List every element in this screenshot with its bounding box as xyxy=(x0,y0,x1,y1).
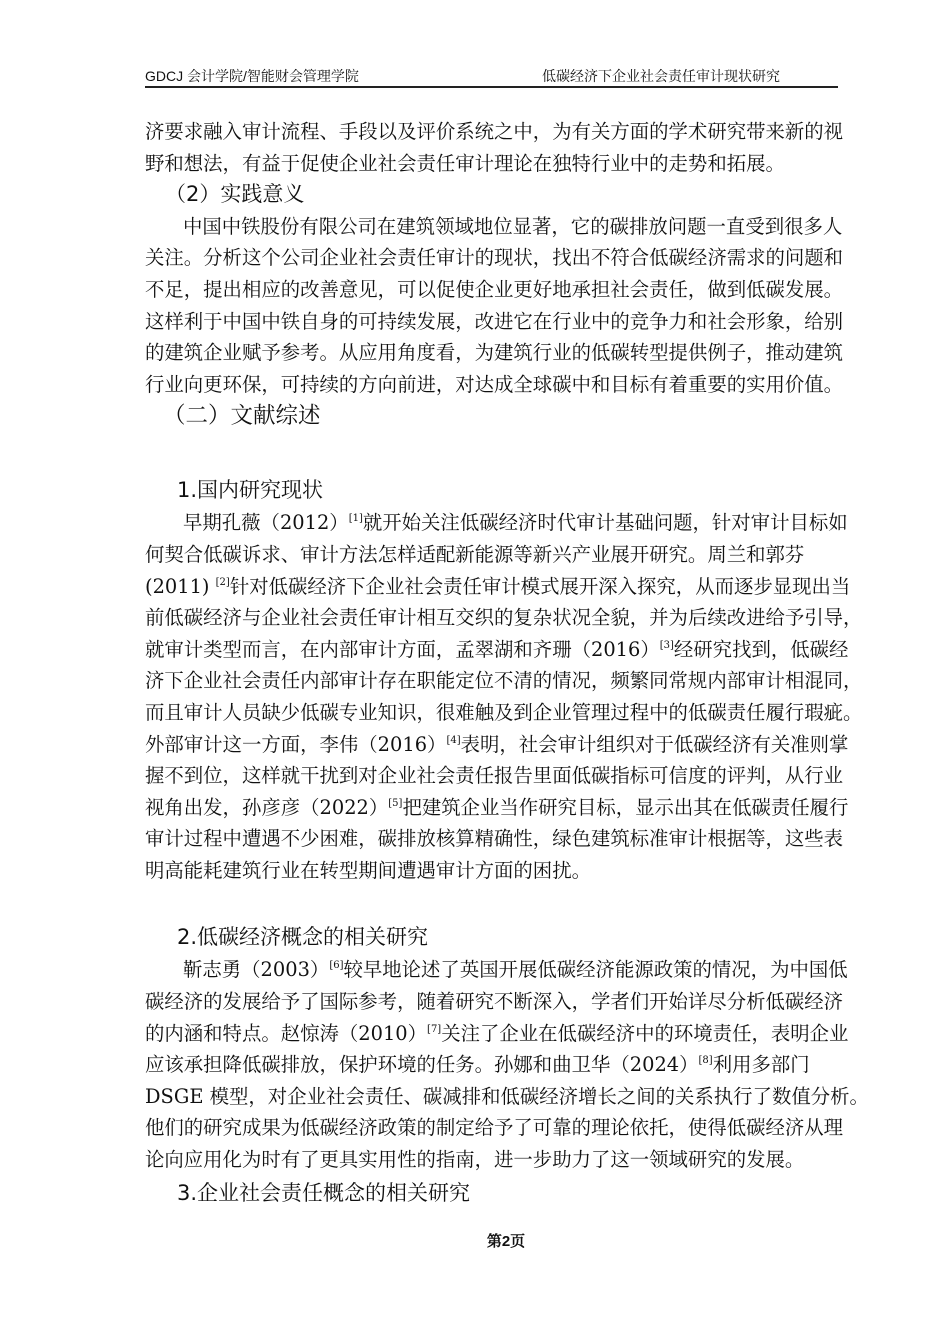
paragraph xyxy=(145,507,863,886)
text-span: 关注了企业在低碳经济中的环境责任，表明企业 xyxy=(441,1021,849,1045)
text-line xyxy=(145,211,845,243)
text-span: 就审计类型而言，在内部审计方面，孟翠湖和齐珊（2016） xyxy=(145,637,660,661)
text-span: 早期孔薇（2012） xyxy=(183,511,349,535)
paragraph xyxy=(145,954,869,1175)
subsection-heading: 2.低碳经济概念的相关研究 xyxy=(177,925,429,950)
text-span: 审计过程中遭遇不少困难，碳排放核算精确性，绿色建筑标准审计根据等，这些表 xyxy=(145,827,844,851)
citation-ref: [8] xyxy=(698,1055,713,1067)
citation-ref: [6] xyxy=(329,960,344,972)
text-span: 经研究找到，低碳经 xyxy=(673,637,849,661)
citation-ref: [1] xyxy=(348,513,363,525)
text-span: 把建筑企业当作研究目标，显示出其在低碳责任履行 xyxy=(402,795,849,819)
citation-ref: [7] xyxy=(427,1023,442,1035)
text-span: DSGE 模型，对企业社会责任、碳减排和低碳经济增长之间的关系执行了数值分析。 xyxy=(145,1084,869,1108)
text-line xyxy=(145,116,845,148)
page-number: 第2页 xyxy=(486,1233,526,1250)
paragraph xyxy=(145,211,845,401)
text-line xyxy=(145,792,849,824)
text-line xyxy=(145,369,845,401)
text-line xyxy=(145,507,848,539)
text-span: 行业向更环保，可持续的方向前进，对达成全球碳中和目标有着重要的实用价值。 xyxy=(145,372,844,396)
text-span: (2011) xyxy=(145,574,216,598)
text-line xyxy=(145,665,863,697)
text-line xyxy=(145,539,845,571)
text-span: 前低碳经济与企业社会责任审计相互交织的复杂状况全貌，并为后续改进给予引导， xyxy=(145,606,863,630)
text-span: 而且审计人员缺少低碳专业知识，很难触及到企业管理过程中的低碳责任履行瑕疵。 xyxy=(145,700,863,724)
text-span: 外部审计这一方面，李伟（2016） xyxy=(145,732,447,756)
header-institution: GDCJ 会计学院/智能财会管理学院 xyxy=(145,68,359,84)
citation-ref: [3] xyxy=(659,639,674,651)
text-span: 较早地论述了英国开展低碳经济能源政策的情况，为中国低 xyxy=(343,958,848,982)
text-line xyxy=(145,306,845,338)
text-line xyxy=(145,729,849,761)
text-span: 他们的研究成果为低碳经济政策的制定给予了可靠的理论依托，使得低碳经济从理 xyxy=(145,1116,844,1140)
text-line xyxy=(145,1112,845,1144)
text-span: 视角出发，孙彦彦（2022） xyxy=(145,795,389,819)
text-span: 这样利于中国中铁自身的可持续发展，改进它在行业中的竞争力和社会形象，给别 xyxy=(145,309,844,333)
page-header xyxy=(145,64,838,88)
text-span: 论向应用化为时有了更具实用性的指南，进一步助力了这一领域研究的发展。 xyxy=(145,1148,805,1172)
text-line xyxy=(145,1144,845,1176)
text-span: 中国中铁股份有限公司在建筑领域地位显著，它的碳排放问题一直受到很多人 xyxy=(183,214,843,238)
text-span: 的建筑企业赋予参考。从应用角度看，为建筑行业的低碳转型提供例子，推动建筑 xyxy=(145,341,844,365)
citation-ref: [2] xyxy=(215,576,230,588)
text-line xyxy=(145,1049,845,1081)
text-line xyxy=(145,760,845,792)
text-span: 应该承担降低碳排放，保护环境的任务。孙娜和曲卫华（2024） xyxy=(145,1053,699,1077)
text-span: 表明，社会审计组织对于低碳经济有关准则掌 xyxy=(460,732,849,756)
text-span: 不足，提出相应的改善意见，可以促使企业更好地承担社会责任，做到低碳发展。 xyxy=(145,277,844,301)
text-span: 就开始关注低碳经济时代审计基础问题，针对审计目标如 xyxy=(362,511,848,535)
text-span: 明高能耗建筑行业在转型期间遭遇审计方面的困扰。 xyxy=(145,858,591,882)
text-span: 的内涵和特点。赵惊涛（2010） xyxy=(145,1021,428,1045)
text-span: 靳志勇（2003） xyxy=(183,958,330,982)
text-line xyxy=(145,337,845,369)
text-line xyxy=(145,571,851,603)
text-span: 针对低碳经济下企业社会责任审计模式展开深入探究，从而逐步显现出当 xyxy=(229,574,851,598)
text-line xyxy=(145,855,845,887)
text-span: 利用多部门 xyxy=(712,1053,810,1077)
citation-ref: [5] xyxy=(388,797,403,809)
subsection-heading: 1.国内研究现状 xyxy=(177,478,324,503)
paragraph xyxy=(145,116,845,179)
text-line xyxy=(145,602,863,634)
text-span: 碳经济的发展给予了国际参考，随着研究不断深入，学者们开始详尽分析低碳经济 xyxy=(145,990,844,1014)
text-line xyxy=(145,823,845,855)
text-line xyxy=(145,242,845,274)
text-line xyxy=(145,148,845,180)
text-line xyxy=(145,954,848,986)
section-heading: （二）文献综述 xyxy=(163,403,321,430)
text-span: 济下企业社会责任内部审计存在职能定位不清的情况，频繁同常规内部审计相混同， xyxy=(145,669,863,693)
document-body xyxy=(145,116,869,1210)
text-span: 关注。分析这个公司企业社会责任审计的现状，找出不符合低碳经济需求的问题和 xyxy=(145,246,844,270)
text-span: 济要求融入审计流程、手段以及评价系统之中，为有关方面的学术研究带来新的视 xyxy=(145,120,844,143)
citation-ref: [4] xyxy=(446,734,461,746)
text-span: 握不到位，这样就干扰到对企业社会责任报告里面低碳指标可信度的评判，从行业 xyxy=(145,764,844,788)
text-line xyxy=(145,1081,869,1113)
text-line xyxy=(145,1018,849,1050)
text-span: 何契合低碳诉求、审计方法怎样适配新能源等新兴产业展开研究。周兰和郭芬 xyxy=(145,542,805,566)
text-line xyxy=(145,697,863,729)
text-line xyxy=(145,986,845,1018)
text-line xyxy=(145,274,845,306)
text-line xyxy=(145,634,849,666)
header-title: 低碳经济下企业社会责任审计现状研究 xyxy=(542,68,780,84)
text-span: 野和想法，有益于促使企业社会责任审计理论在独特行业中的走势和拓展。 xyxy=(145,151,785,175)
subsection-heading: （2）实践意义 xyxy=(165,182,305,207)
subsection-heading: 3.企业社会责任概念的相关研究 xyxy=(177,1180,471,1205)
